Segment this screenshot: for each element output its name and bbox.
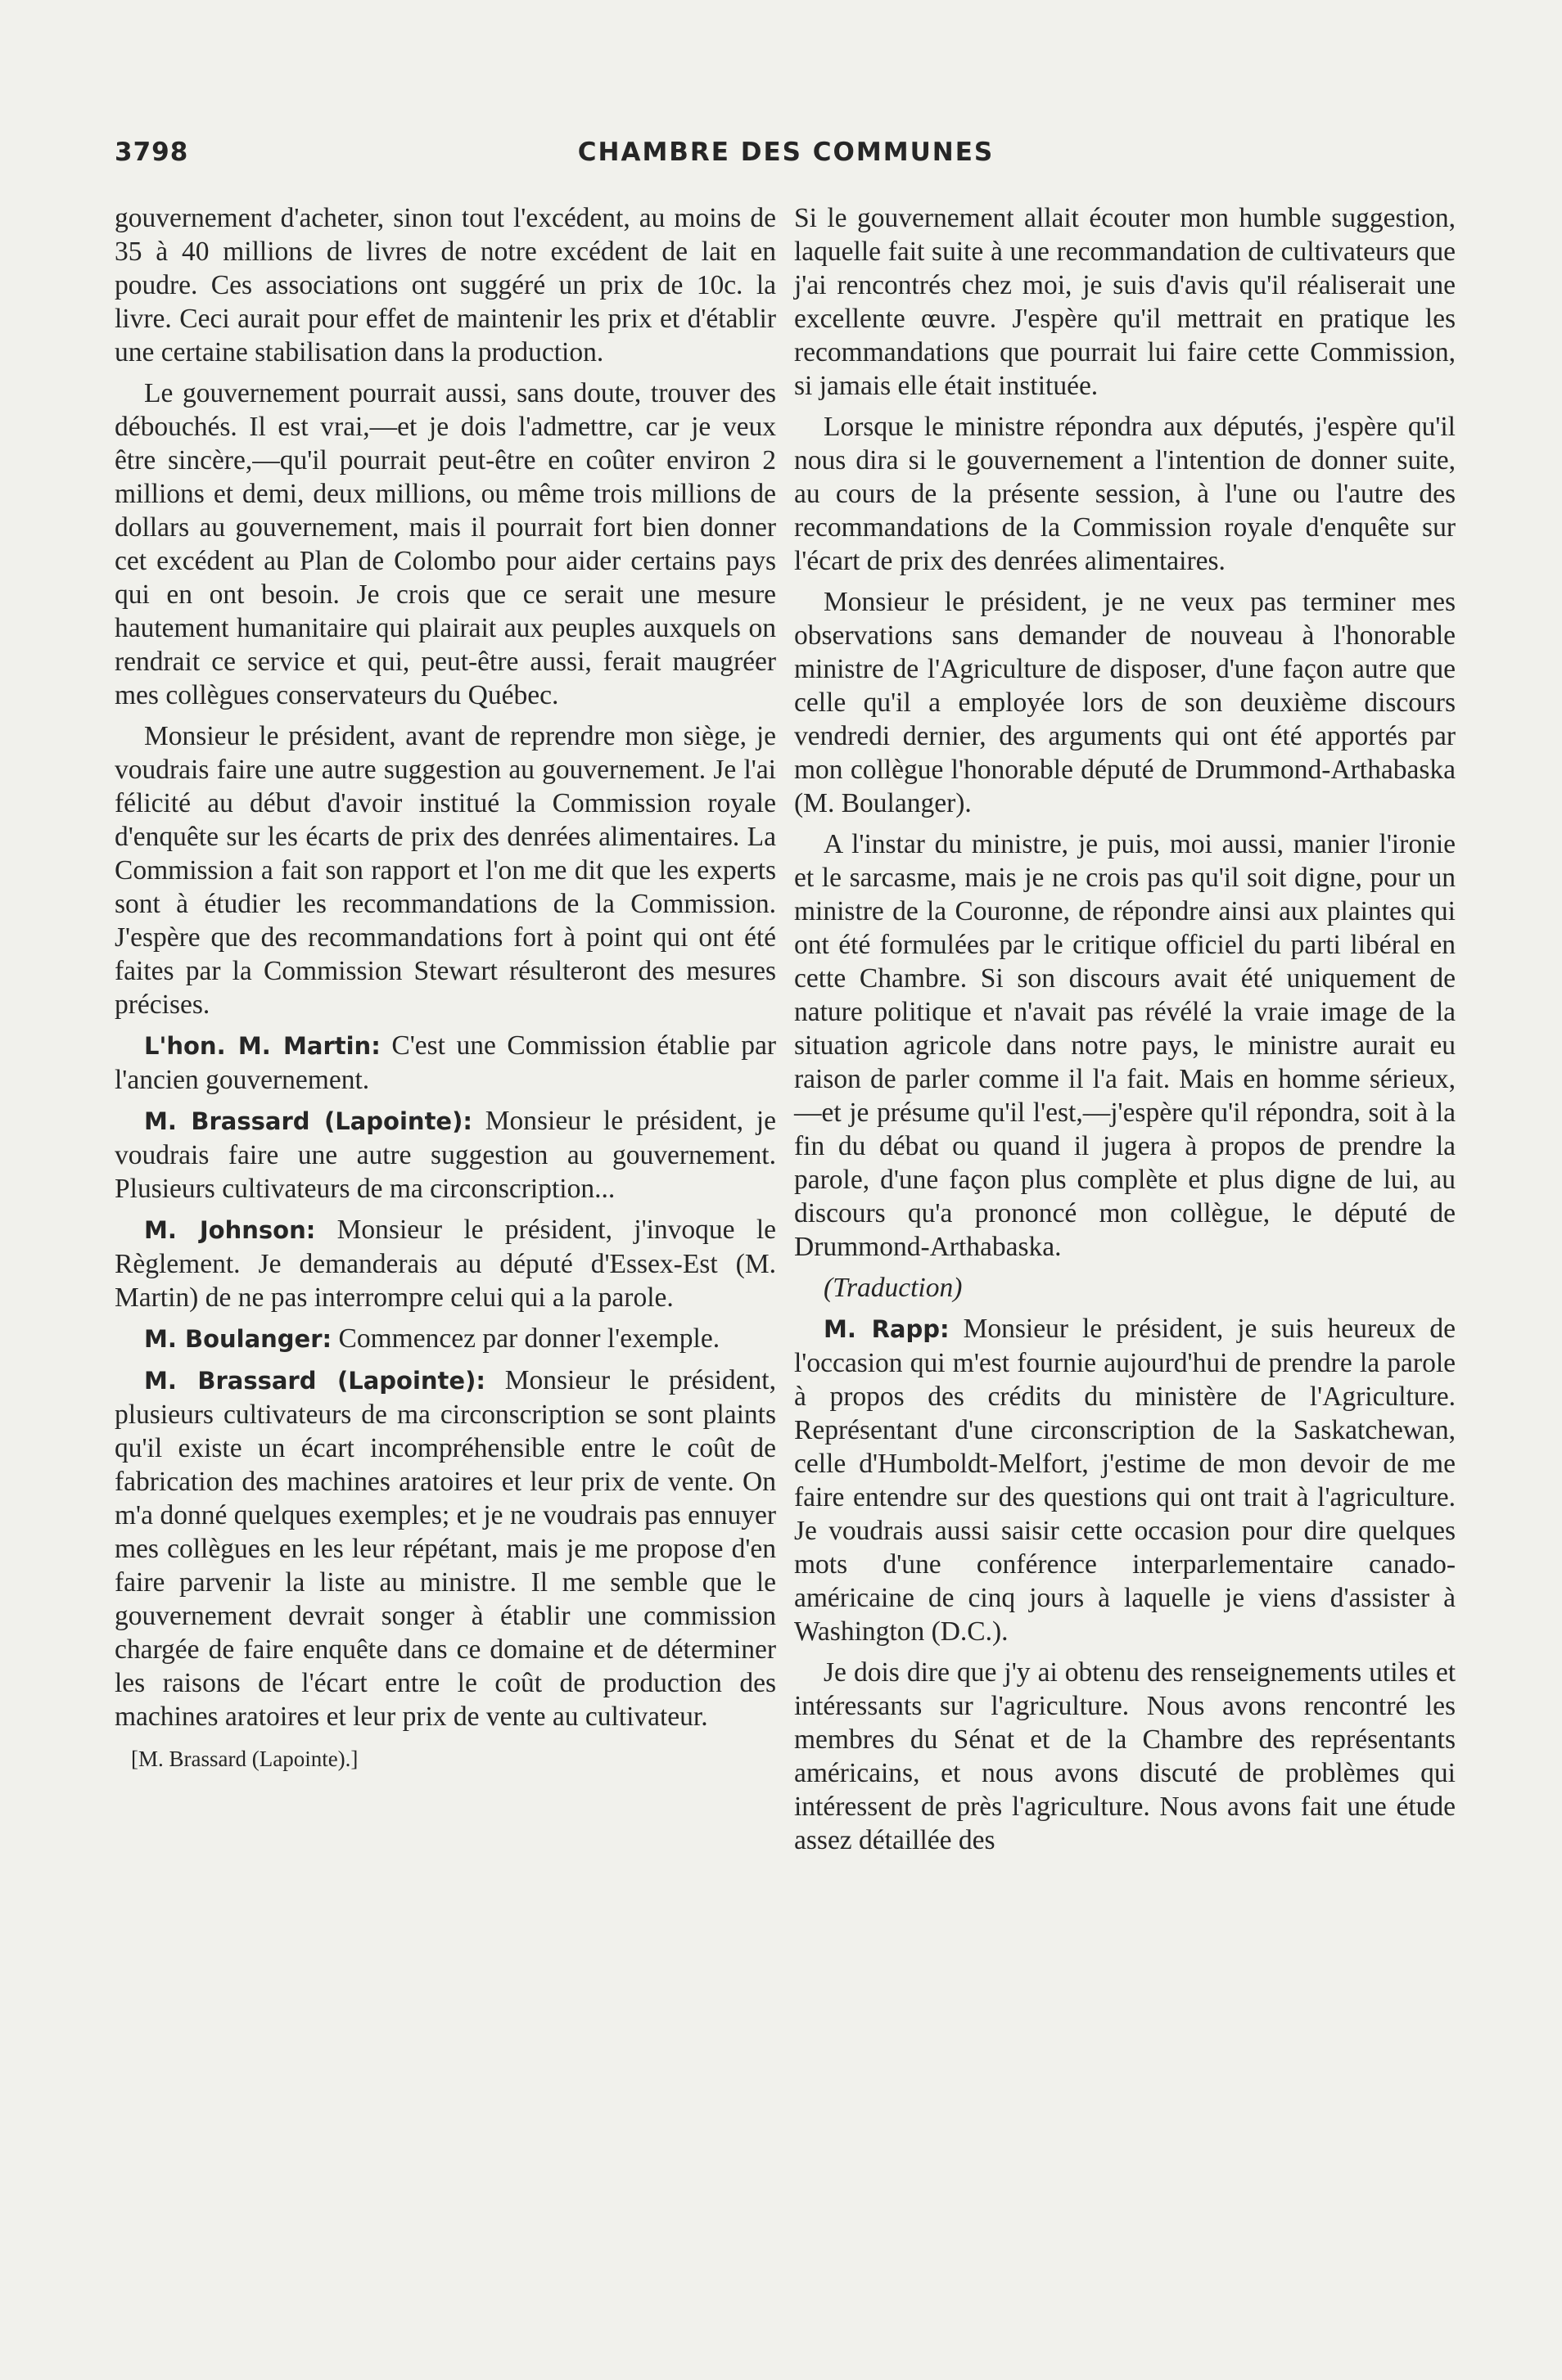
translation-marker: (Traduction) [824, 1273, 963, 1303]
paragraph: Je dois dire que j'y ai obtenu des renseignements utiles et intéressants sur l'agriculture. Nous avons rencontré les membres du Sénat et de la Chambre des représentants américains, et nous avons discuté de problèmes qui intéressent de près l'agriculture. Nous avons fait une étude assez détaillée des [794, 1657, 1456, 1855]
speech-text: Commencez par donner l'exemple. [332, 1323, 720, 1354]
speaker-name: M. Brassard (Lapointe): [144, 1367, 485, 1395]
speaker-name: L'hon. M. Martin: [144, 1032, 381, 1060]
speech-text: Monsieur le président, je voudrais faire une autre suggestion au gouvernement. Plusieurs cultivateurs de ma circonscription... [115, 1106, 776, 1204]
speech-text: Monsieur le président, je suis heureux de l'occasion qui m'est fournie aujourd'hui de prendre la parole à propos des crédits du ministère de l'Agriculture. Représentant d'une circonscription de la Saskatchewan, celle d'Humboldt-Melfort, j'estime de mon devoir de me faire entendre sur des questions qui ont trait à l'agriculture. Je voudrais aussi saisir cette occasion pour dire quelques mots d'une conférence interparlementaire canado-américaine de cinq jours à laquelle je viens d'assister à Washington (D.C.). [794, 1314, 1456, 1647]
right-column [794, 201, 1456, 1864]
paragraph: Monsieur le président, je ne veux pas terminer mes observations sans demander de nouveau à l'honorable ministre de l'Agriculture de disposer, d'une façon autre que celle qu'il a employée lors de son deuxième discours vendredi dernier, des arguments qui ont été apportés par mon collègue l'honorable député de Drummond-Arthabaska (M. Boulanger). [794, 587, 1456, 818]
speech-martin [115, 1029, 776, 1097]
speech-text: Monsieur le président, plusieurs cultivateurs de ma circonscription se sont plaints qu'il existe un écart incompréhensible entre le coût de fabrication des machines aratoires et leur prix de vente. On m'a donné quelques exemples; et je ne voudrais pas ennuyer mes collègues en les leur répétant, mais je me propose d'en faire parvenir la liste au ministre. Il me semble que le gouvernement devrait songer à établir une commission chargée de faire enquête dans ce domaine et de déterminer les raisons de l'écart entre le coût de production des machines aratoires et leur prix de vente au cultivateur. [115, 1365, 776, 1732]
speech-brassard [115, 1104, 776, 1206]
left-column [115, 201, 776, 1773]
speaker-name: M. Rapp: [824, 1315, 950, 1343]
paragraph: Le gouvernement pourrait aussi, sans doute, trouver des débouchés. Il est vrai,—et je dois l'admettre, car je veux être sincère,—qu'il pourrait peut-être en coûter environ 2 millions et demi, deux millions, ou même trois millions de dollars au gouvernement, mais il pourrait fort bien donner cet excédent au Plan de Colombo pour aider certains pays qui en ont besoin. Je crois que ce serait une mesure hautement humanitaire qui plairait aux peuples auxquels on rendrait ce service et qui, peut-être aussi, ferait maugréer mes collègues conservateurs du Québec. [115, 378, 776, 710]
speaker-name: M. Boulanger: [144, 1325, 332, 1353]
paragraph: A l'instar du ministre, je puis, moi aussi, manier l'ironie et le sarcasme, mais je ne crois pas qu'il soit digne, pour un ministre de la Couronne, de répondre ainsi aux plaintes qui ont été formulées par le critique officiel du parti libéral en cette Chambre. Si son discours avait été uniquement de nature politique et n'avait pas révélé la vraie image de la situation agricole dans notre pays, le ministre aurait eu raison de parler comme il l'a fait. Mais en homme sérieux,—et je présume qu'il l'est,—j'espère qu'il répondra, soit à la fin du débat ou quand il jugera à propos de prendre la parole, d'une façon plus complète et plus digne de lui, au discours qu'a prononcé mon collègue, le député de Drummond-Arthabaska. [794, 829, 1456, 1262]
speaker-name: M. Johnson: [144, 1216, 316, 1244]
paragraph: Si le gouvernement allait écouter mon humble suggestion, laquelle fait suite à une recommandation de cultivateurs que j'ai rencontrés chez moi, je suis d'avis qu'il réaliserait une excellente œuvre. J'espère qu'il mettrait en pratique les recommandations que pourrait lui faire cette Commission, si jamais elle était instituée. [794, 203, 1456, 401]
speech-boulanger [115, 1322, 776, 1356]
speaker-footer-note: [M. Brassard (Lapointe).] [131, 1747, 359, 1771]
running-head: CHAMBRE DES COMMUNES [577, 137, 995, 167]
speech-text: C'est une Commission établie par l'ancien gouvernement. [115, 1030, 776, 1095]
paragraph: Monsieur le président, avant de reprendre mon siège, je voudrais faire une autre suggestion au gouvernement. Je l'ai félicité au début d'avoir institué la Commission royale d'enquête sur les écarts de prix des denrées alimentaires. La Commission a fait son rapport et l'on me dit que les experts sont à étudier les recommandations de la Commission. J'espère que des recommandations fort à point qui ont été faites par la Commission Stewart résulteront des mesures précises. [115, 721, 776, 1020]
paragraph: Lorsque le ministre répondra aux députés, j'espère qu'il nous dira si le gouvernement a l'intention de donner suite, au cours de la présente session, à l'une ou l'autre des recommandations de la Commission royale d'enquête sur l'écart de prix des denrées alimentaires. [794, 412, 1456, 576]
speaker-name: M. Brassard (Lapointe): [144, 1107, 472, 1135]
page-number: 3798 [115, 137, 189, 167]
speech-johnson [115, 1213, 776, 1314]
paragraph: gouvernement d'acheter, sinon tout l'excédent, au moins de 35 à 40 millions de livres de notre excédent de lait en poudre. Ces associations ont suggéré un prix de 10c. la livre. Ceci aurait pour effet de maintenir les prix et d'établir une certaine stabilisation dans la production. [115, 203, 776, 367]
speech-rapp [794, 1312, 1456, 1648]
page-header [115, 137, 1457, 178]
speech-text: Monsieur le président, j'invoque le Règlement. Je demanderais au député d'Essex-Est (M. Martin) de ne pas interrompre celui qui a la parole. [115, 1215, 776, 1313]
speech-brassard-2 [115, 1364, 776, 1733]
